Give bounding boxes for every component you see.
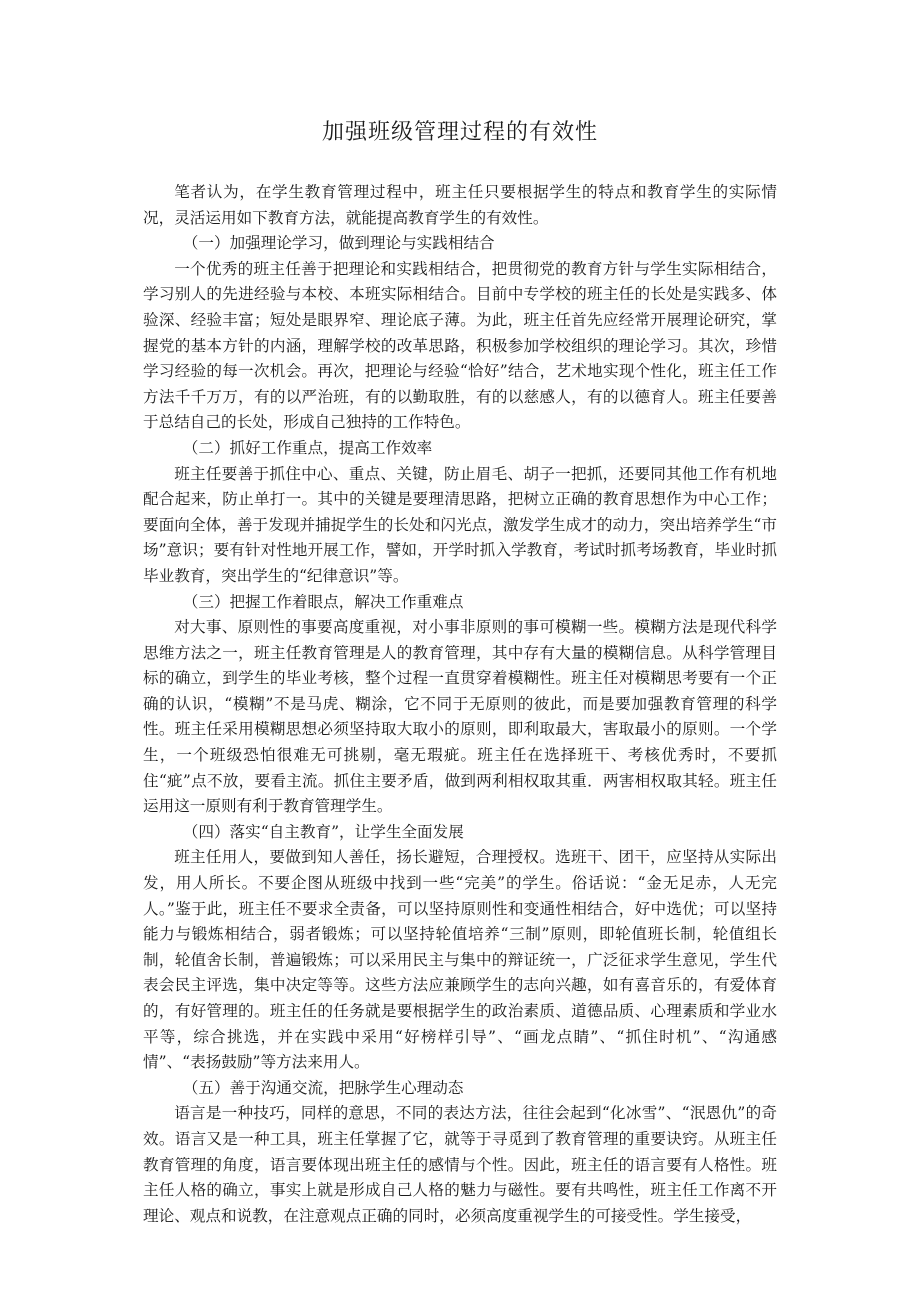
section-2-body: 班主任要善于抓住中心、重点、关键，防止眉毛、胡子一把抓，还要同其他工作有机地配合起来，防止单打一。其中的关键是要理清思路，把树立正确的教育思想作为中心工作；要面向全体，善于发现并捕捉学生的长处和闪光点，激发学生成才的动力，突出培养学生“市场”意识；要有针对性地开展工作，譬如，开学时抓入学教育，考试时抓考场教育，毕业时抓毕业教育，突出学生的“纪律意识”等。 (143, 464, 777, 585)
document-title: 加强班级管理过程的有效性 (321, 120, 598, 145)
section-5-body: 语言是一种技巧，同样的意思，不同的表达方法，往往会起到“化冰雪”、“泯恩仇”的奇效。语言又是一种工具，班主任掌握了它，就等于寻觅到了教育管理的重要诀窍。从班主任教育管理的角度，语言要体现出班主任的感情与个性。因此，班主任的语言要有人格性。班主任人格的确立，事实上就是形成自己人格的魅力与磁性。要有共鸣性，班主任工作离不开理论、观点和说教，在注意观点正确的同时，必须高度重视学生的可接受性。学生接受， (143, 1104, 777, 1225)
section-1-body: 一个优秀的班主任善于把理论和实践相结合，把贯彻党的教育方针与学生实际相结合，学习别人的先进经验与本校、本班实际相结合。目前中专学校的班主任的长处是实践多、体验深、经验丰富；短处是眼界窄、理论底子薄。为此，班主任首先应经常开展理论研究，掌握党的基本方针的内涵，理解学校的改革思路，积极参加学校组织的理论学习。其次，珍惜学习经验的每一次机会。再次，把理论与经验“恰好”结合，艺术地实现个性化，班主任工作方法千千万万，有的以严治班，有的以勤取胜，有的以慈感人，有的以德育人。班主任要善于总结自己的长处，形成自己独持的工作特色。 (143, 259, 777, 432)
section-4-heading: （四）落实“自主教育”，让学生全面发展 (182, 822, 464, 841)
intro-paragraph: 笔者认为，在学生教育管理过程中，班主任只要根据学生的特点和教育学生的实际情况，灵活运用如下教育方法，就能提高教育学生的有效性。 (143, 183, 777, 227)
section-2-heading: （二）抓好工作重点，提高工作效率 (182, 438, 433, 457)
section-5-heading: （五）善于沟通交流，把脉学生心理动态 (182, 1078, 464, 1097)
section-4-body: 班主任用人，要做到知人善任，扬长避短，合理授权。选班干、团干，应坚持从实际出发，用人所长。不要企图从班级中找到一些“完美”的学生。俗话说：“金无足赤，人无完人。”鉴于此，班主任不要求全责备，可以坚持原则性和变通性相结合，好中选优；可以坚持能力与锻炼相结合，弱者锻炼；可以坚持轮值培养“三制”原则，即轮值班长制，轮值组长制，轮值舍长制，普遍锻炼；可以采用民主与集中的辩证统一，广泛征求学生意见，学生代表会民主评选，集中决定等等。这些方法应兼顾学生的志向兴趣，如有喜音乐的，有爱体育的，有好管理的。班主任的任务就是要根据学生的政治素质、道德品质、心理素质和学业水平等，综合挑选，并在实践中采用“好榜样引导”、“画龙点睛”、“抓住时机”、“沟通感情”、“表扬鼓励”等方法来用人。 (143, 848, 777, 1072)
section-1-heading: （一）加强理论学习，做到理论与实践相结合 (182, 234, 495, 253)
section-3-heading: （三）把握工作着眼点，解决工作重难点 (182, 592, 464, 611)
section-3-body: 对大事、原则性的事要高度重视，对小事非原则的事可模糊一些。模糊方法是现代科学思维方法之一，班主任教育管理是人的教育管理，其中存有大量的模糊信息。从科学管理目标的确立，到学生的毕业考核，整个过程一直贯穿着模糊性。班主任对模糊思考要有一个正确的认识，“模糊”不是马虎、糊涂，它不同于无原则的彼此，而是要加强教育管理的科学性。班主任采用模糊思想必须坚持取大取小的原则，即利取最大，害取最小的原则。一个学生，一个班级恐怕很难无可挑剔，毫无瑕疵。班主任在选择班干、考核优秀时，不要抓住“疵”点不放，要看主流。抓住主要矛盾，做到两利相权取其重．两害相权取其轻。班主任运用这一原则有利于教育管理学生。 (143, 618, 777, 816)
